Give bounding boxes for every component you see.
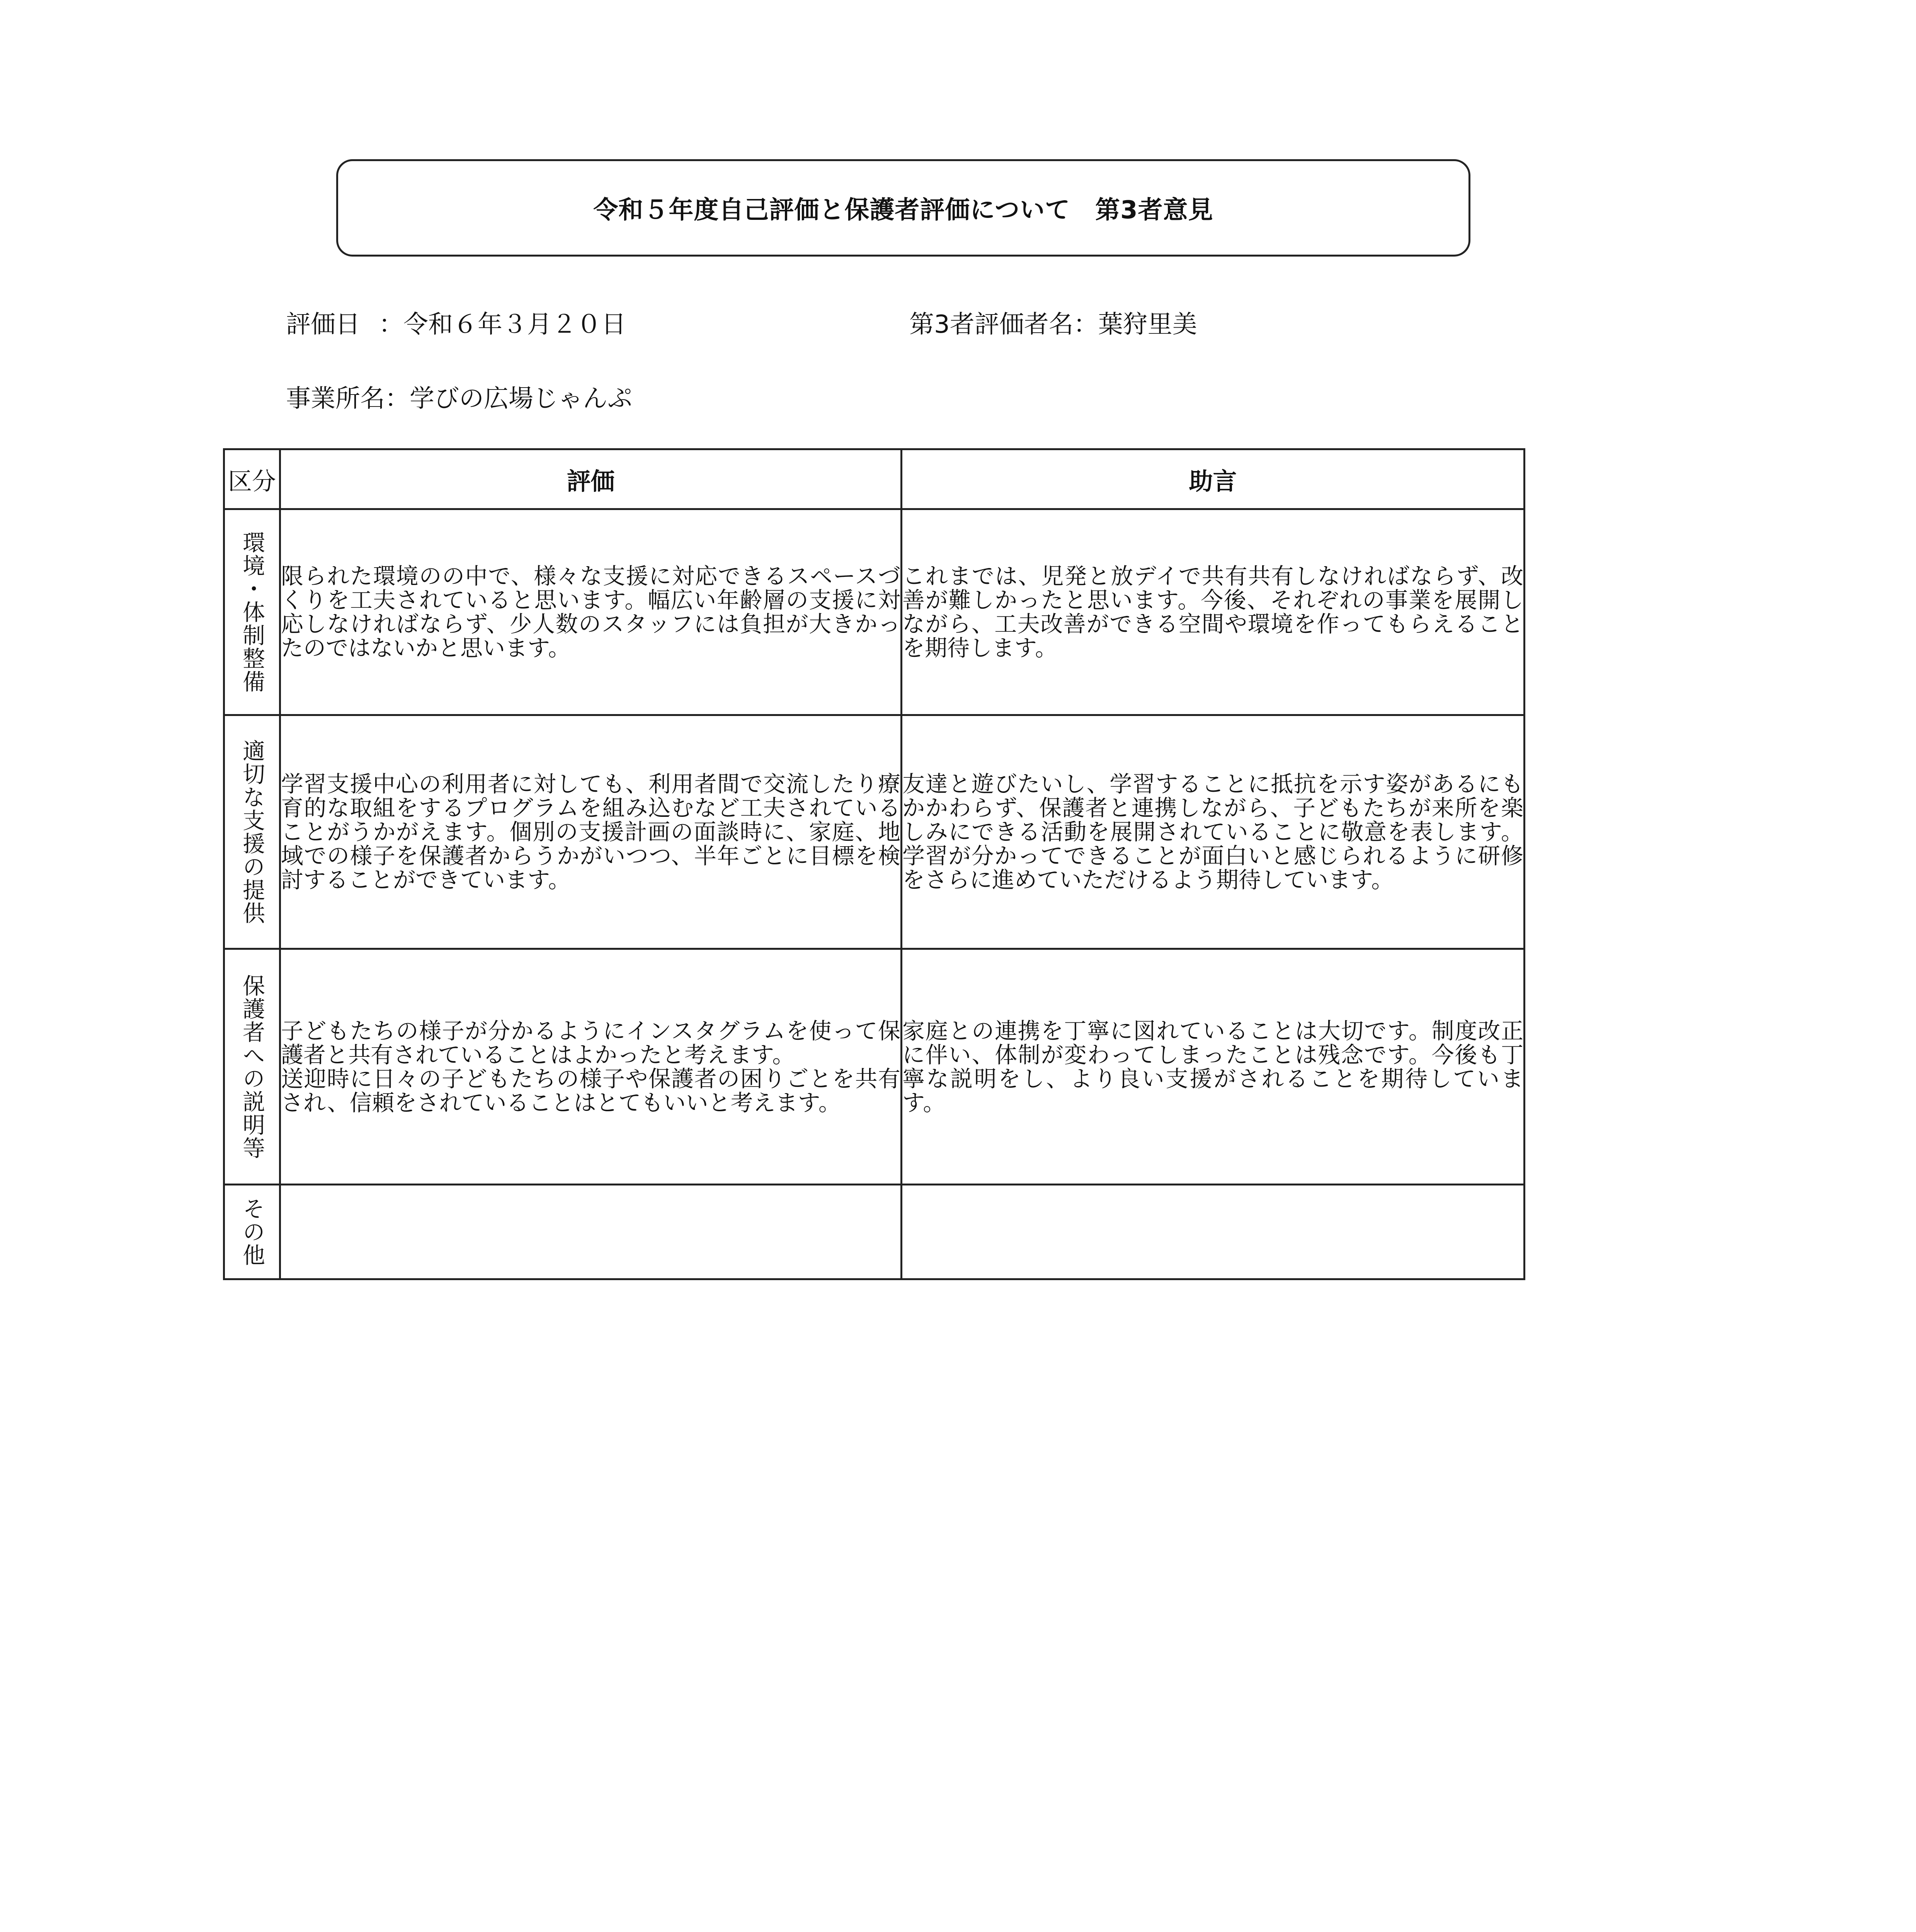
evaluation-date-value: ：令和６年３月２０日 — [379, 310, 626, 339]
header-kubun: 区分 — [224, 449, 280, 509]
category-label: 保護者への説明等 — [239, 974, 265, 1160]
jogen-cell: 友達と遊びたいし、学習することに抵抗を示す姿があるにもかかわらず、保護者と連携しながら、子どもたちが来所を楽しみにできる活動を展開されていることに敬意を表します。学習が分かってできることが面白いと感じられるように研修をさらに進めていただけるよう期待しています。 — [902, 715, 1525, 949]
table-row — [224, 715, 1525, 949]
category-cell — [224, 1185, 280, 1279]
hyouka-cell: 子どもたちの様子が分かるようにインスタグラムを使って保護者と共有されていることはよかったと考えます。 送迎時に日々の子どもたちの様子や保護者の困りごとを共有され、信頼をされていることはとてもいいと考えます。 — [280, 949, 902, 1185]
table-row — [224, 509, 1525, 715]
category-cell — [224, 715, 280, 949]
jogen-cell — [902, 1185, 1525, 1279]
table-header-row — [224, 449, 1525, 509]
evaluator-name: 第3者評価者名：葉狩里美 — [909, 310, 1197, 339]
evaluation-date — [286, 309, 626, 340]
evaluation-date-label: 評価日 — [286, 310, 360, 339]
category-cell — [224, 509, 280, 715]
office-name: 事業所名：学びの広場じゃんぷ — [286, 384, 632, 413]
category-cell — [224, 949, 280, 1185]
jogen-cell: 家庭との連携を丁寧に図れていることは大切です。制度改正に伴い、体制が変わってしまったことは残念です。今後も丁寧な説明をし、より良い支援がされることを期待しています。 — [902, 949, 1525, 1185]
hyouka-cell — [280, 1185, 902, 1279]
category-label: その他 — [239, 1197, 265, 1267]
evaluation-table — [223, 448, 1525, 1280]
jogen-cell: これまでは、児発と放デイで共有共有しなければならず、改善が難しかったと思います。今後、それぞれの事業を展開しながら、工夫改善ができる空間や環境を作ってもらえることを期待します。 — [902, 509, 1525, 715]
category-label: 適切な支援の提供 — [239, 739, 265, 925]
category-label: 環境・体制整備 — [239, 531, 265, 693]
header-hyouka: 評価 — [280, 449, 902, 509]
header-jogen: 助言 — [902, 449, 1525, 509]
table-row — [224, 1185, 1525, 1279]
table-row — [224, 949, 1525, 1185]
document-title: 令和５年度自己評価と保護者評価について 第3者意見 — [336, 159, 1470, 257]
hyouka-cell: 限られた環境のの中で、様々な支援に対応できるスペースづくりを工夫されていると思います。幅広い年齢層の支援に対応しなければならず、少人数のスタッフには負担が大きかったのではないかと思います。 — [280, 509, 902, 715]
hyouka-cell: 学習支援中心の利用者に対しても、利用者間で交流したり療育的な取組をするプログラムを組み込むなど工夫されていることがうかがえます。個別の支援計画の面談時に、家庭、地域での様子を保護者からうかがいつつ、半年ごとに目標を検討することができています。 — [280, 715, 902, 949]
